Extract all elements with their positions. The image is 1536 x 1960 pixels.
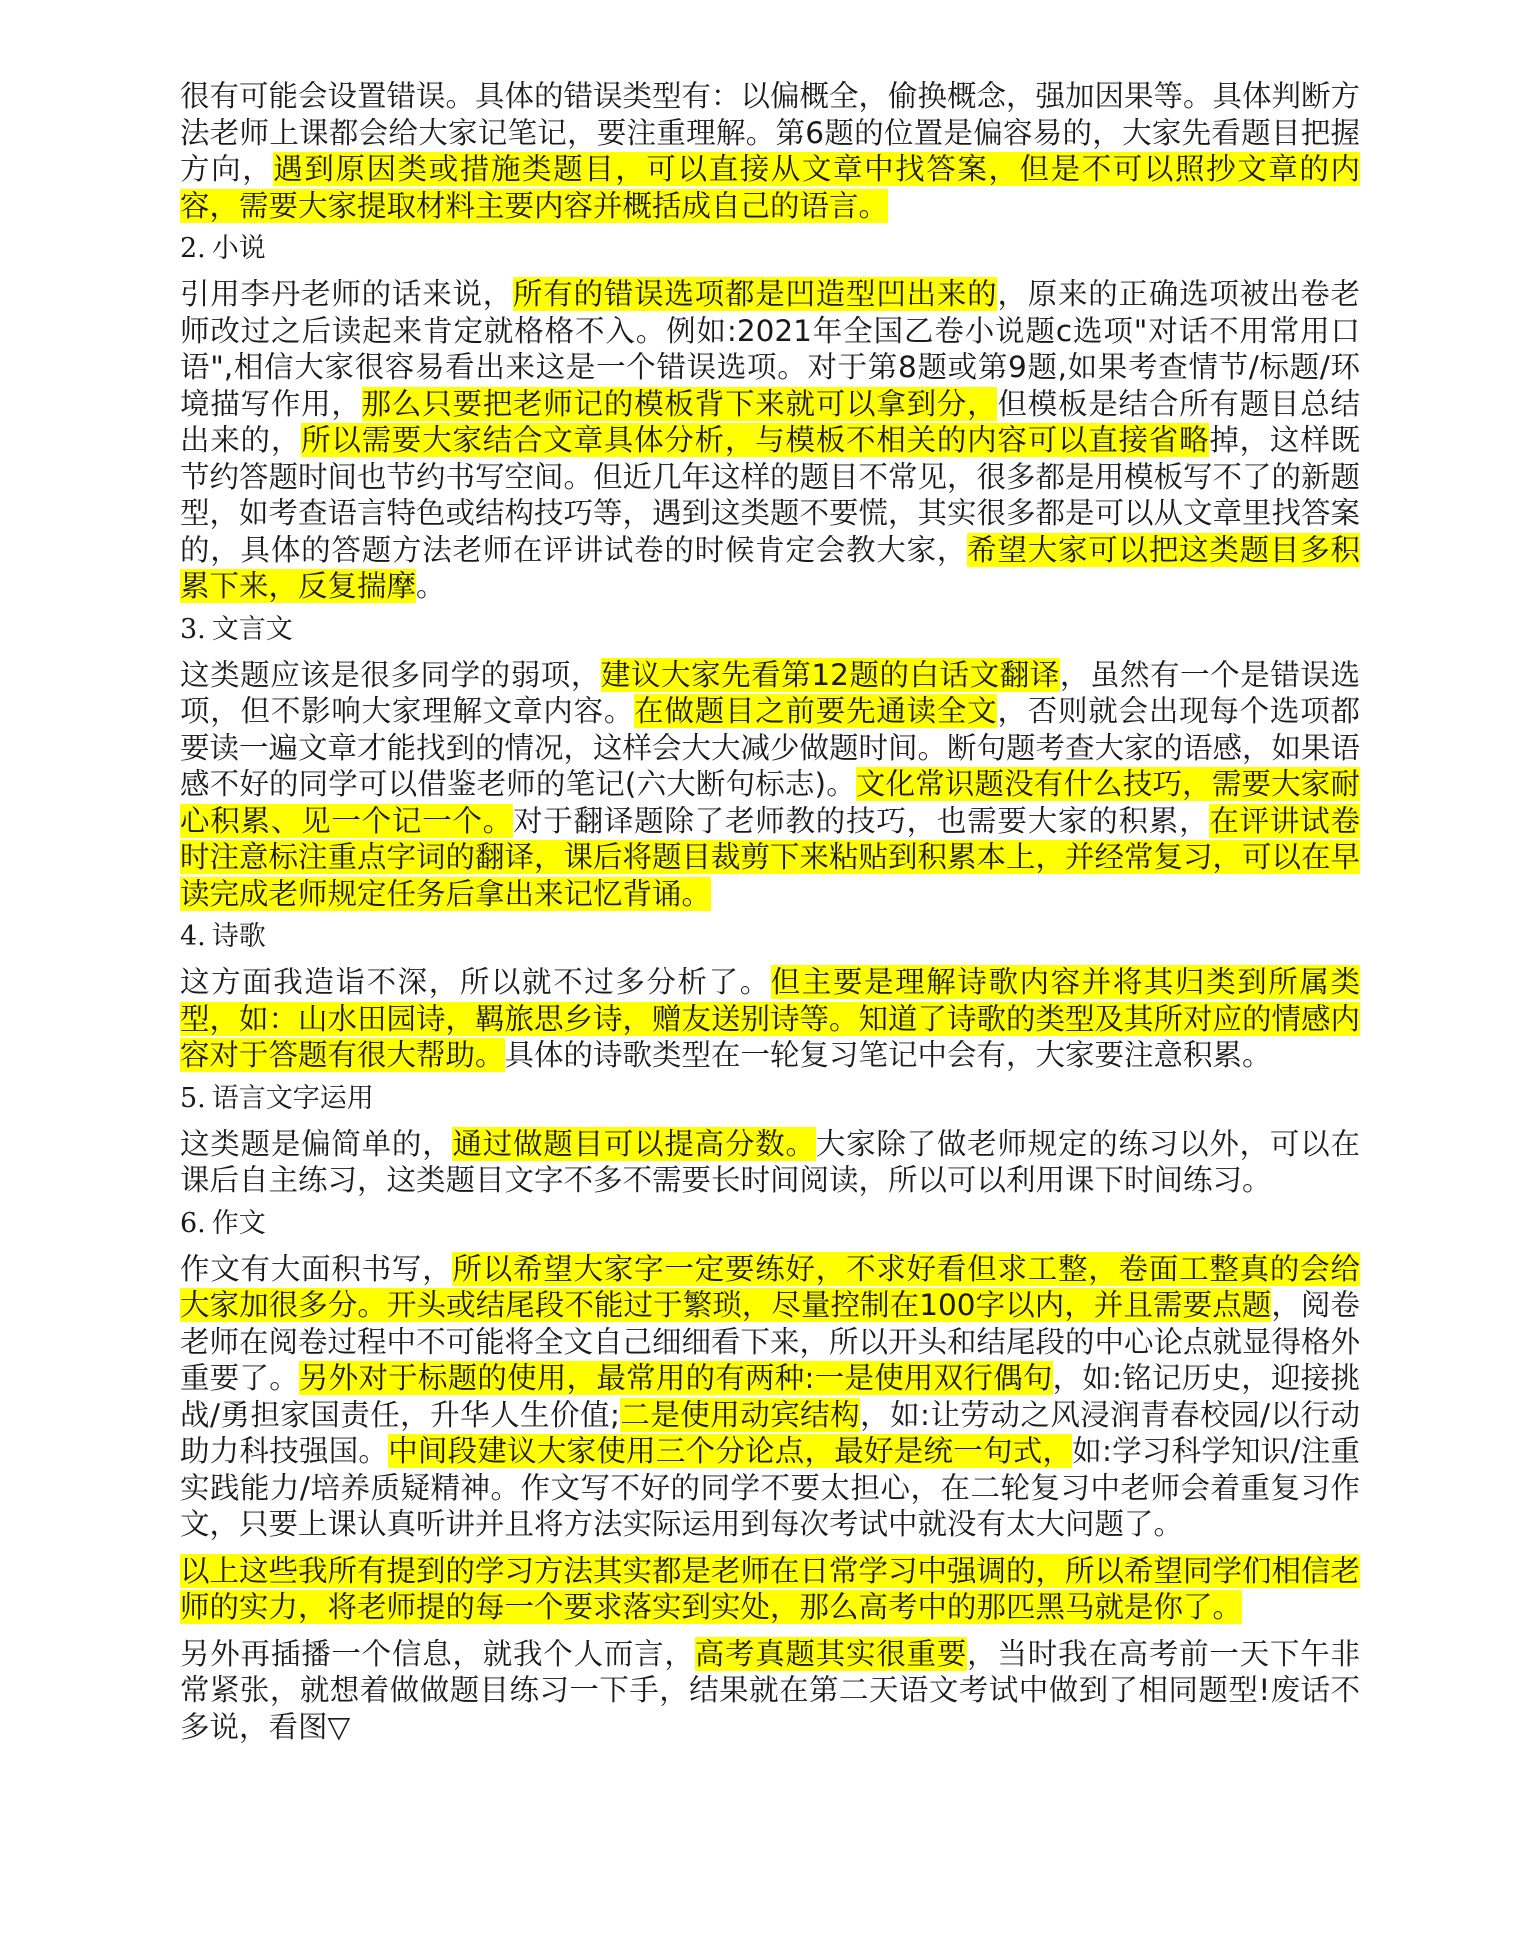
text-run: 对于翻译题除了老师教的技巧，也需要大家的积累， — [513, 803, 1210, 838]
highlighted-text: 建议大家先看第12题的白话文翻译 — [600, 657, 1060, 692]
highlighted-text: 通过做题目可以提高分数。 — [452, 1126, 816, 1161]
highlighted-text: 希望大家可以把这类题目多积累下来，反复揣摩 — [180, 532, 1360, 603]
section-number: 5. — [180, 1082, 206, 1114]
text-run: 大家除了做老师规定的练习以外，可以在课后自主练习，这类题目文字不多不需要长时间阅读，所以可以利用课下时间练习。 — [180, 1126, 1360, 1197]
section-heading-language-use — [180, 1074, 1360, 1126]
text-run: ，当时我在高考前一天下午非常紧张，就想着做做题目练习一下手，结果就在第二天语文考试中做到了相同题型!废话不多说，看图▽ — [180, 1636, 1360, 1744]
highlighted-text: 那么只要把老师记的模板背下来就可以拿到分， — [361, 386, 998, 421]
text-run: ，否则就会出现每个选项都要读一遍文章才能找到的情况，这样会大大减少做题时间。断句题考查大家的语感，如果语感不好的同学可以借鉴老师的笔记(六大断句标志)。 — [180, 694, 1361, 801]
spacer — [180, 1543, 1360, 1553]
text-run: 但模板是结合所有题目总结出来的， — [180, 386, 1360, 457]
text-run: 引用李丹老师的话来说， — [180, 277, 514, 311]
highlighted-text: 所以希望大家字一定要练好，不求好看但求工整，卷面工整真的会给大家加很多分。开头或结尾段不能过于繁琐，尽量控制在100字以内，并且需要点题 — [180, 1251, 1360, 1322]
section-title: 作文 — [211, 1207, 266, 1239]
document-page — [180, 78, 1360, 1745]
highlighted-text: 二是使用动宾结构 — [619, 1397, 861, 1432]
spacer — [180, 1626, 1360, 1636]
paragraph-poetry — [180, 964, 1360, 1074]
highlighted-text: 所有的错误选项都是凹造型凹出来的 — [513, 277, 998, 311]
paragraph-reading-intro — [180, 78, 1360, 224]
highlighted-text: 所以需要大家结合文章具体分析，与模板不相关的内容可以直接省略 — [301, 423, 1210, 457]
section-heading-novel — [180, 224, 1360, 276]
text-run: 这类题是偏简单的， — [180, 1126, 453, 1161]
paragraph-novel — [180, 276, 1360, 605]
text-run: ，如:让劳动之风浸润青春校园/以行动助力科技强国。 — [180, 1397, 1360, 1468]
highlighted-text: 高考真题其实很重要 — [694, 1636, 968, 1671]
text-run: 。 — [416, 569, 446, 603]
section-heading-composition — [180, 1199, 1360, 1251]
section-heading-classical-chinese — [180, 605, 1360, 657]
highlighted-text: 以上这些我所有提到的学习方法其实都是老师在日常学习中强调的，所以希望同学们相信老师的实力，将老师提的每一个要求落实到实处，那么高考中的那匹黑马就是你了。 — [180, 1553, 1361, 1624]
section-title: 文言文 — [211, 613, 293, 645]
section-number: 4. — [180, 921, 206, 952]
section-number: 6. — [180, 1207, 206, 1239]
highlighted-text: 另外对于标题的使用，最常用的有两种:一是使用双行偶句 — [298, 1361, 1053, 1395]
highlighted-text: 遇到原因类或措施类题目，可以直接从文章中找答案，但是不可以照抄文章的内容，需要大家提取材料主要内容并概括成自己的语言。 — [180, 152, 1360, 223]
section-number: 3. — [180, 613, 206, 645]
paragraph-composition — [180, 1251, 1360, 1543]
section-heading-poetry — [180, 912, 1360, 964]
highlighted-text: 在评讲试卷时注意标注重点字词的翻译，课后将题目裁剪下来粘贴到积累本上，并经常复习，可以在早读完成老师规定任务后拿出来记忆背诵。 — [180, 803, 1361, 911]
text-run: 具体的诗歌类型在一轮复习笔记中会有，大家要注意积累。 — [504, 1038, 1272, 1072]
paragraph-classical-chinese — [180, 657, 1360, 913]
paragraph-language-use — [180, 1126, 1360, 1199]
text-run: ，原来的正确选项被出卷老师改过之后读起来肯定就格格不入。例如:2021年全国乙卷小说题c选项"对话不用常用口语",相信大家很容易看出来这是一个错误选项。对于第8题或第9题,如果考查情节/标题/环境描写作用， — [180, 277, 1360, 421]
paragraph-real-exam-note — [180, 1636, 1360, 1746]
section-title: 语言文字运用 — [211, 1082, 374, 1114]
text-run: 如:学习科学知识/注重实践能力/培养质疑精神。作文写不好的同学不要太担心，在二轮复习中老师会着重复习作文，只要上课认真听讲并且将方法实际运用到每次考试中就没有太大问题了。 — [180, 1434, 1360, 1541]
section-number: 2. — [180, 233, 206, 264]
text-run: 作文有大面积书写， — [180, 1251, 453, 1286]
text-run: 这方面我造诣不深，所以就不过多分析了。 — [180, 965, 771, 999]
text-run: 这类题应该是很多同学的弱项， — [180, 657, 601, 692]
text-run: 掉，这样既节约答题时间也节约书写空间。但近几年这样的题目不常见，很多都是用模板写不了的新题型，如考查语言特色或结构技巧等，遇到这类题不要慌，其实很多都是可以从文章里找答案的，具体的答题方法老师在评讲试卷的时候肯定会教大家， — [180, 423, 1361, 567]
text-run: 另外再插播一个信息，就我个人而言， — [180, 1636, 695, 1671]
highlighted-text: 中间段建议大家使用三个分论点，最好是统一句式， — [388, 1434, 1073, 1468]
text-run: ，虽然有一个是错误选项，但不影响大家理解文章内容。 — [180, 657, 1360, 728]
text-run: ，如:铭记历史，迎接挑战/勇担家国责任，升华人生价值; — [180, 1361, 1360, 1432]
highlighted-text: 文化常识题没有什么技巧，需要大家耐心积累、见一个记一个。 — [180, 767, 1360, 838]
paragraph-summary — [180, 1553, 1360, 1626]
highlighted-text: 在做题目之前要先通读全文 — [634, 694, 998, 728]
highlighted-text: 但主要是理解诗歌内容并将其归类到所属类型，如：山水田园诗，羁旅思乡诗，赠友送别诗等。知道了诗歌的类型及其所对应的情感内容对于答题有很大帮助。 — [180, 965, 1361, 1072]
text-run: 很有可能会设置错误。具体的错误类型有：以偏概全，偷换概念，强加因果等。具体判断方法老师上课都会给大家记笔记，要注重理解。第6题的位置是偏容易的，大家先看题目把握方向， — [180, 79, 1361, 186]
section-title: 诗歌 — [211, 921, 266, 952]
text-run: ，阅卷老师在阅卷过程中不可能将全文自己细细看下来，所以开头和结尾段的中心论点就显得格外重要了。 — [180, 1288, 1361, 1395]
section-title: 小说 — [211, 233, 266, 264]
